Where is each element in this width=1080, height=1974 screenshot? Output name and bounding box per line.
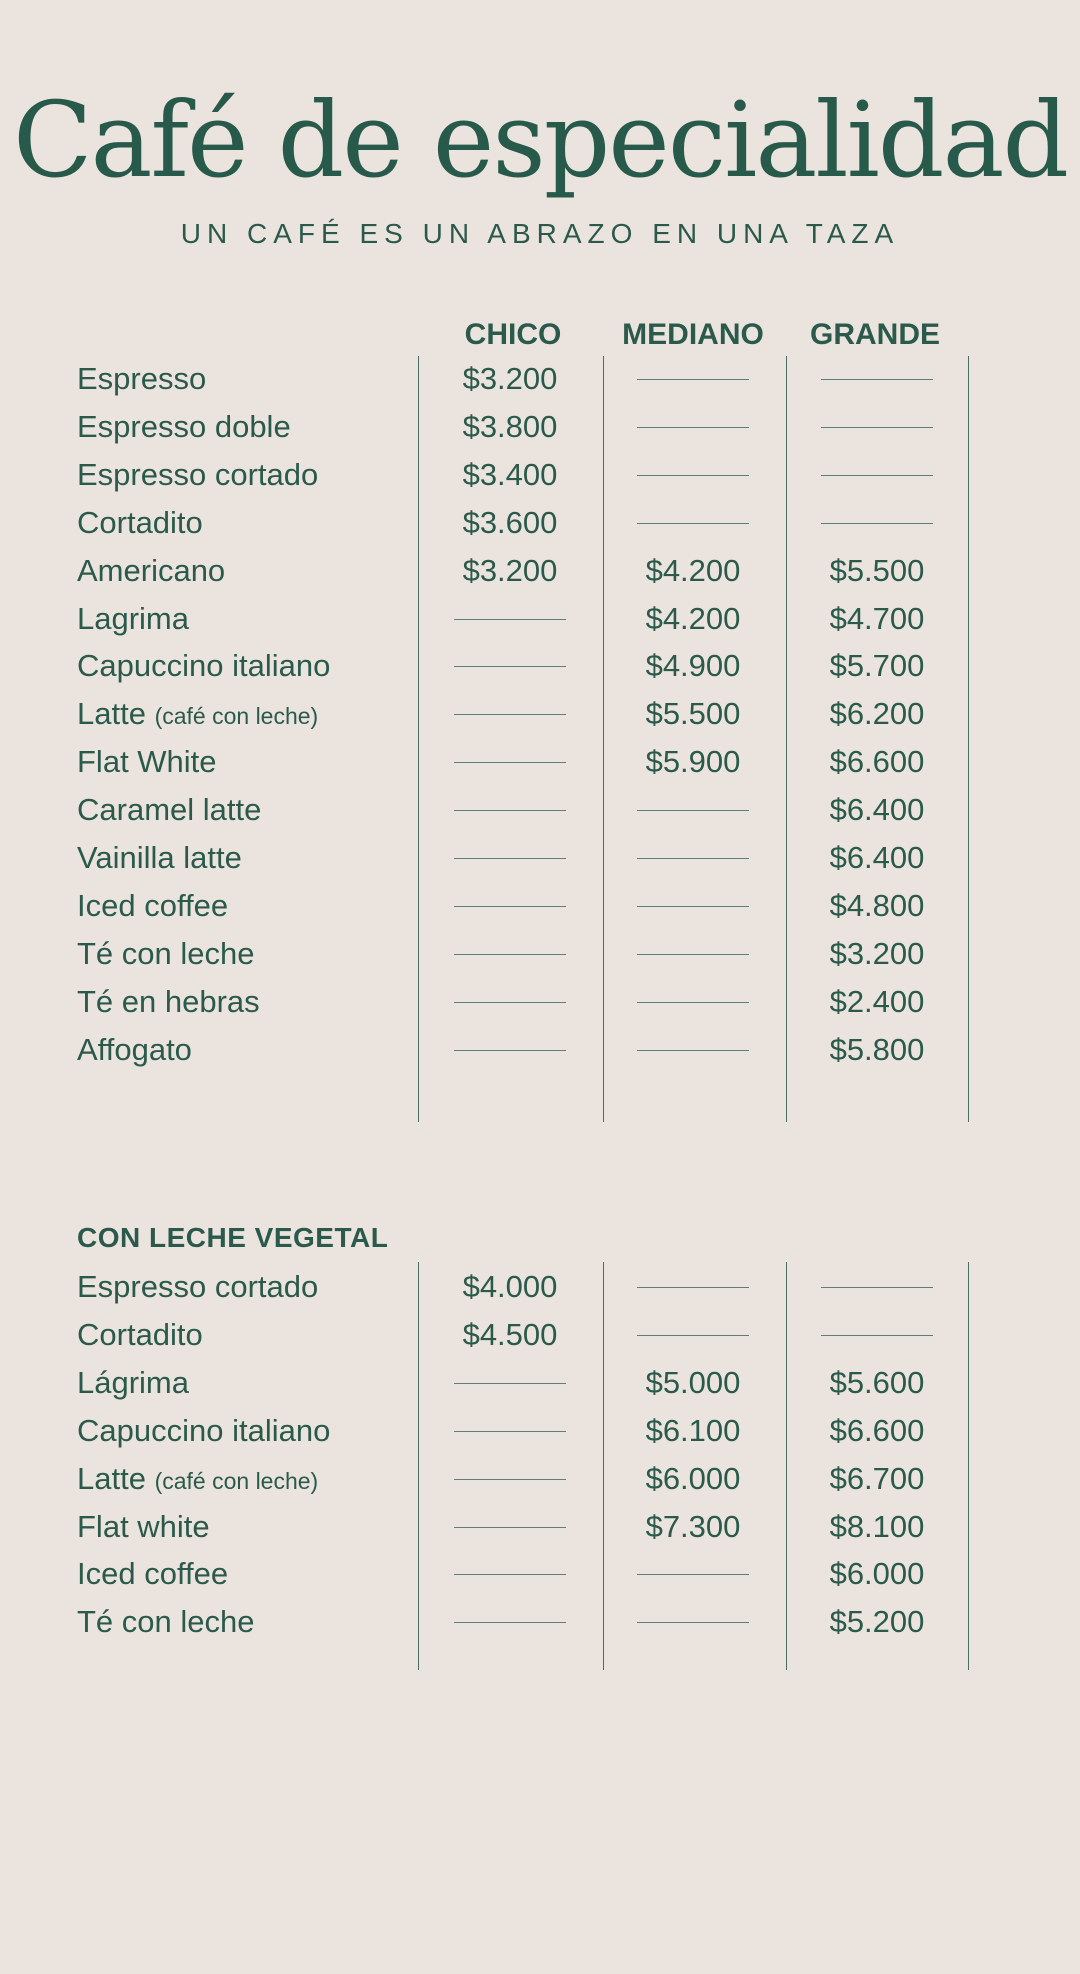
price-empty-grande [821, 404, 933, 450]
empty-dash [637, 858, 749, 859]
item-name-text: Té en hebras [77, 983, 260, 1019]
empty-dash [821, 427, 933, 428]
item-name [77, 691, 318, 739]
menu-row [0, 1599, 1080, 1645]
price-grande: $2.400 [829, 983, 925, 1019]
item-name [77, 931, 255, 977]
item-note: (café con leche) [154, 703, 319, 730]
price-chico: $3.400 [462, 456, 558, 492]
price-empty-mediano [637, 356, 749, 402]
price-grande: $5.200 [829, 1604, 925, 1640]
item-name [77, 1408, 330, 1454]
price-grande: $6.400 [829, 792, 925, 828]
price-mediano: $6.000 [645, 1460, 741, 1496]
price-grande: $5.600 [829, 1364, 925, 1400]
empty-dash [454, 1383, 566, 1384]
menu-row [0, 883, 1080, 929]
price-empty-chico [454, 979, 566, 1025]
price-grande: $6.600 [829, 1412, 925, 1448]
menu-row [0, 1504, 1080, 1550]
empty-dash [821, 1287, 933, 1288]
price-empty-mediano [637, 979, 749, 1025]
item-name [77, 452, 318, 498]
empty-dash [454, 762, 566, 763]
empty-dash [454, 954, 566, 955]
price-empty-mediano [637, 931, 749, 977]
item-name-text: Capuccino italiano [77, 1412, 331, 1448]
price-empty-chico [454, 931, 566, 977]
price-grande: $5.800 [829, 1031, 925, 1067]
price-grande: $5.700 [829, 648, 925, 684]
item-name-text: Vainilla latte [77, 840, 242, 875]
price-empty-mediano [637, 787, 749, 833]
item-name-text: Capuccino italiano [77, 648, 331, 684]
price-chico: $3.600 [462, 504, 558, 540]
menu-row [0, 739, 1080, 785]
empty-dash [637, 427, 749, 428]
empty-dash [454, 666, 566, 667]
item-name [77, 835, 242, 881]
column-header-mediano: MEDIANO [622, 318, 764, 351]
price-empty-mediano [637, 1551, 749, 1597]
item-name [77, 1312, 203, 1358]
price-empty-grande [821, 356, 933, 402]
price-empty-mediano [637, 835, 749, 881]
price-grande: $6.200 [829, 696, 925, 732]
empty-dash [454, 1479, 566, 1480]
empty-dash [454, 810, 566, 811]
menu-row [0, 1264, 1080, 1310]
menu-row [0, 931, 1080, 977]
empty-dash [821, 1335, 933, 1336]
price-empty-chico [454, 1551, 566, 1597]
item-name [77, 356, 206, 402]
empty-dash [637, 810, 749, 811]
price-chico: $4.000 [462, 1269, 558, 1304]
item-name [77, 643, 330, 689]
item-note: (café con leche) [154, 1467, 319, 1494]
empty-dash [637, 523, 749, 524]
item-name-text: Espresso doble [77, 408, 291, 444]
item-name-text: Latte [77, 1460, 146, 1496]
item-name [77, 1599, 255, 1645]
item-name-text: Iced coffee [77, 1556, 229, 1592]
price-empty-grande [821, 452, 933, 498]
item-name-text: Lágrima [77, 1364, 189, 1400]
item-name [77, 787, 261, 833]
page-title: Café de especialidad [12, 79, 1068, 201]
price-grande: $6.400 [829, 840, 925, 875]
menu-row [0, 1456, 1080, 1502]
empty-dash [821, 475, 933, 476]
price-empty-mediano [637, 1599, 749, 1645]
price-mediano: $5.000 [645, 1364, 741, 1400]
item-name-text: Espresso cortado [77, 1269, 319, 1304]
item-name-text: Flat white [77, 1508, 210, 1544]
empty-dash [637, 1574, 749, 1575]
price-empty-chico [454, 1027, 566, 1073]
empty-dash [454, 1574, 566, 1575]
price-grande: $6.600 [829, 744, 925, 780]
empty-dash [637, 1622, 749, 1623]
menu-row [0, 1027, 1080, 1073]
price-mediano: $4.200 [645, 552, 741, 588]
price-empty-mediano [637, 404, 749, 450]
empty-dash [637, 475, 749, 476]
price-empty-chico [454, 739, 566, 785]
item-name-text: Flat White [77, 744, 217, 780]
price-grande: $4.800 [829, 887, 925, 923]
price-empty-chico [454, 691, 566, 737]
price-mediano: $5.900 [645, 744, 741, 780]
empty-dash [637, 954, 749, 955]
price-chico: $3.800 [462, 408, 558, 444]
price-mediano: $7.300 [645, 1508, 741, 1544]
menu-row [0, 596, 1080, 642]
price-grande: $6.000 [829, 1556, 925, 1592]
menu-row [0, 1408, 1080, 1454]
empty-dash [454, 619, 566, 620]
item-name [77, 1551, 228, 1597]
item-name-text: Lagrima [77, 600, 189, 636]
item-name-text: Iced coffee [77, 887, 229, 923]
empty-dash [637, 1050, 749, 1051]
price-empty-chico [454, 1456, 566, 1502]
price-mediano: $4.900 [645, 648, 741, 684]
item-name [77, 404, 291, 450]
empty-dash [821, 379, 933, 380]
price-empty-chico [454, 835, 566, 881]
price-empty-chico [454, 1599, 566, 1645]
item-name-text: Caramel latte [77, 792, 262, 828]
price-empty-mediano [637, 500, 749, 546]
empty-dash [454, 1002, 566, 1003]
price-chico: $3.200 [462, 552, 558, 588]
empty-dash [454, 906, 566, 907]
menu-row [0, 356, 1080, 402]
item-name-text: Cortadito [77, 1316, 203, 1352]
price-mediano: $4.200 [645, 600, 741, 636]
item-name [77, 739, 217, 785]
empty-dash [454, 1527, 566, 1528]
price-empty-grande [821, 500, 933, 546]
price-empty-chico [454, 883, 566, 929]
item-name [77, 1456, 318, 1504]
item-name-text: Americano [77, 552, 226, 588]
item-name [77, 883, 228, 929]
empty-dash [454, 858, 566, 859]
menu-row [0, 404, 1080, 450]
price-empty-chico [454, 1408, 566, 1454]
item-name-text: Cortadito [77, 504, 203, 540]
empty-dash [454, 1431, 566, 1432]
item-name-text: Espresso cortado [77, 456, 319, 492]
price-empty-chico [454, 596, 566, 642]
menu-row [0, 835, 1080, 881]
section-title-vegetal: CON LECHE VEGETAL [77, 1222, 389, 1253]
empty-dash [454, 714, 566, 715]
price-empty-mediano [637, 1312, 749, 1358]
column-header-grande: GRANDE [809, 318, 940, 351]
price-empty-grande [821, 1312, 933, 1358]
item-name-text: Latte [77, 696, 146, 732]
item-name [77, 1027, 192, 1073]
empty-dash [821, 523, 933, 524]
price-empty-chico [454, 787, 566, 833]
price-empty-mediano [637, 883, 749, 929]
page-subtitle: UN CAFÉ ES UN ABRAZO EN UNA TAZA [180, 218, 900, 249]
item-name [77, 979, 260, 1025]
price-grande: $3.200 [829, 935, 925, 971]
price-grande: $6.700 [829, 1460, 925, 1496]
item-name-text: Té con leche [77, 935, 255, 971]
column-header-chico: CHICO [464, 318, 562, 351]
menu-row [0, 500, 1080, 546]
item-name-text: Affogato [77, 1031, 192, 1067]
price-grande: $8.100 [829, 1508, 925, 1544]
empty-dash [454, 1050, 566, 1051]
price-chico: $4.500 [462, 1316, 558, 1352]
price-empty-mediano [637, 1264, 749, 1310]
menu-row [0, 643, 1080, 689]
item-name [77, 1360, 189, 1406]
menu-row [0, 691, 1080, 737]
item-name [77, 548, 225, 594]
item-name-text: Té con leche [77, 1604, 255, 1640]
empty-dash [637, 1287, 749, 1288]
menu-row [0, 1312, 1080, 1358]
item-name [77, 596, 189, 642]
menu-row [0, 1551, 1080, 1597]
price-grande: $4.700 [829, 600, 925, 636]
empty-dash [637, 1002, 749, 1003]
menu-row [0, 548, 1080, 594]
item-name-text: Espresso [77, 361, 207, 396]
item-name [77, 500, 203, 546]
price-empty-chico [454, 1360, 566, 1406]
price-empty-mediano [637, 1027, 749, 1073]
empty-dash [637, 379, 749, 380]
price-chico: $3.200 [462, 361, 558, 396]
item-name [77, 1504, 210, 1550]
price-empty-mediano [637, 452, 749, 498]
price-empty-chico [454, 1504, 566, 1550]
item-name [77, 1264, 318, 1310]
empty-dash [637, 1335, 749, 1336]
price-mediano: $6.100 [645, 1412, 741, 1448]
empty-dash [637, 906, 749, 907]
price-empty-grande [821, 1264, 933, 1310]
price-mediano: $5.500 [645, 696, 741, 732]
price-grande: $5.500 [829, 552, 925, 588]
menu-row [0, 979, 1080, 1025]
menu-row [0, 787, 1080, 833]
menu-row [0, 1360, 1080, 1406]
menu-row [0, 452, 1080, 498]
price-empty-chico [454, 643, 566, 689]
empty-dash [454, 1622, 566, 1623]
